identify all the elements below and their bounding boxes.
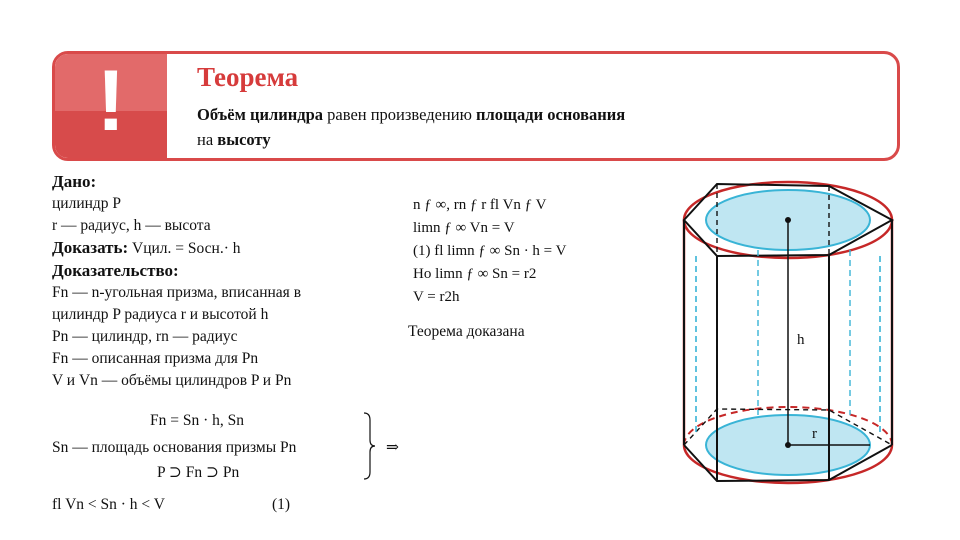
prove-line: Доказать: Vцил. = Sосн.· h <box>52 238 241 257</box>
equation-number: (1) <box>272 496 291 513</box>
proof-line-4: Fn — описанная призма для Pn <box>52 350 259 367</box>
given-line-2: r — радиус, h — высота <box>52 217 211 234</box>
theorem-title: Теорема <box>197 62 299 92</box>
given-section <box>52 171 412 392</box>
theorem-proved: Теорема доказана <box>408 323 525 340</box>
limit-line-3: (1) fl limn ƒ ∞ Sn · h = V <box>413 243 567 259</box>
given-line-1: цилиндр P <box>52 195 122 212</box>
limit-line-4: Но limn ƒ ∞ Sn = r2 <box>413 266 537 282</box>
inequality-line: fl Vn < Sn · h < V (1) <box>52 496 291 513</box>
system-row-3: P ⊃ Fn ⊃ Pn <box>157 464 240 481</box>
theorem-banner <box>52 51 900 161</box>
system-row-2: Sn — площадь основания призмы Pn <box>52 439 297 456</box>
implies-symbol: ⇒ <box>386 439 399 456</box>
cylinder-drawing <box>670 170 910 510</box>
system-of-relations <box>52 412 412 482</box>
exclamation-icon: ! <box>55 54 167 158</box>
limit-line-5: V = r2h <box>413 289 460 305</box>
limit-line-2: limn ƒ ∞ Vn = V <box>413 220 515 236</box>
system-row-1: Fn = Sn · h, Sn <box>150 412 245 429</box>
limit-line-1: n ƒ ∞, rn ƒ r fl Vn ƒ V <box>413 197 547 213</box>
height-label: h <box>797 332 805 348</box>
given-heading: Дано: <box>52 172 97 191</box>
right-brace <box>362 412 376 480</box>
cylinder-figure <box>670 170 910 510</box>
proof-heading: Доказательство: <box>52 261 179 280</box>
radius-label: r <box>812 426 817 442</box>
theorem-statement: Объём цилиндра равен произведению площади основания на высоту <box>197 105 626 149</box>
proof-line-3: Pn — цилиндр, rn — радиус <box>52 328 238 345</box>
limit-argument <box>413 194 566 309</box>
proof-line-1: Fn — n-угольная призма, вписанная в <box>52 284 302 301</box>
proof-line-2: цилиндр P радиуса r и высотой h <box>52 306 269 323</box>
proof-line-5: V и Vn — объёмы цилиндров P и Pn <box>52 372 292 389</box>
